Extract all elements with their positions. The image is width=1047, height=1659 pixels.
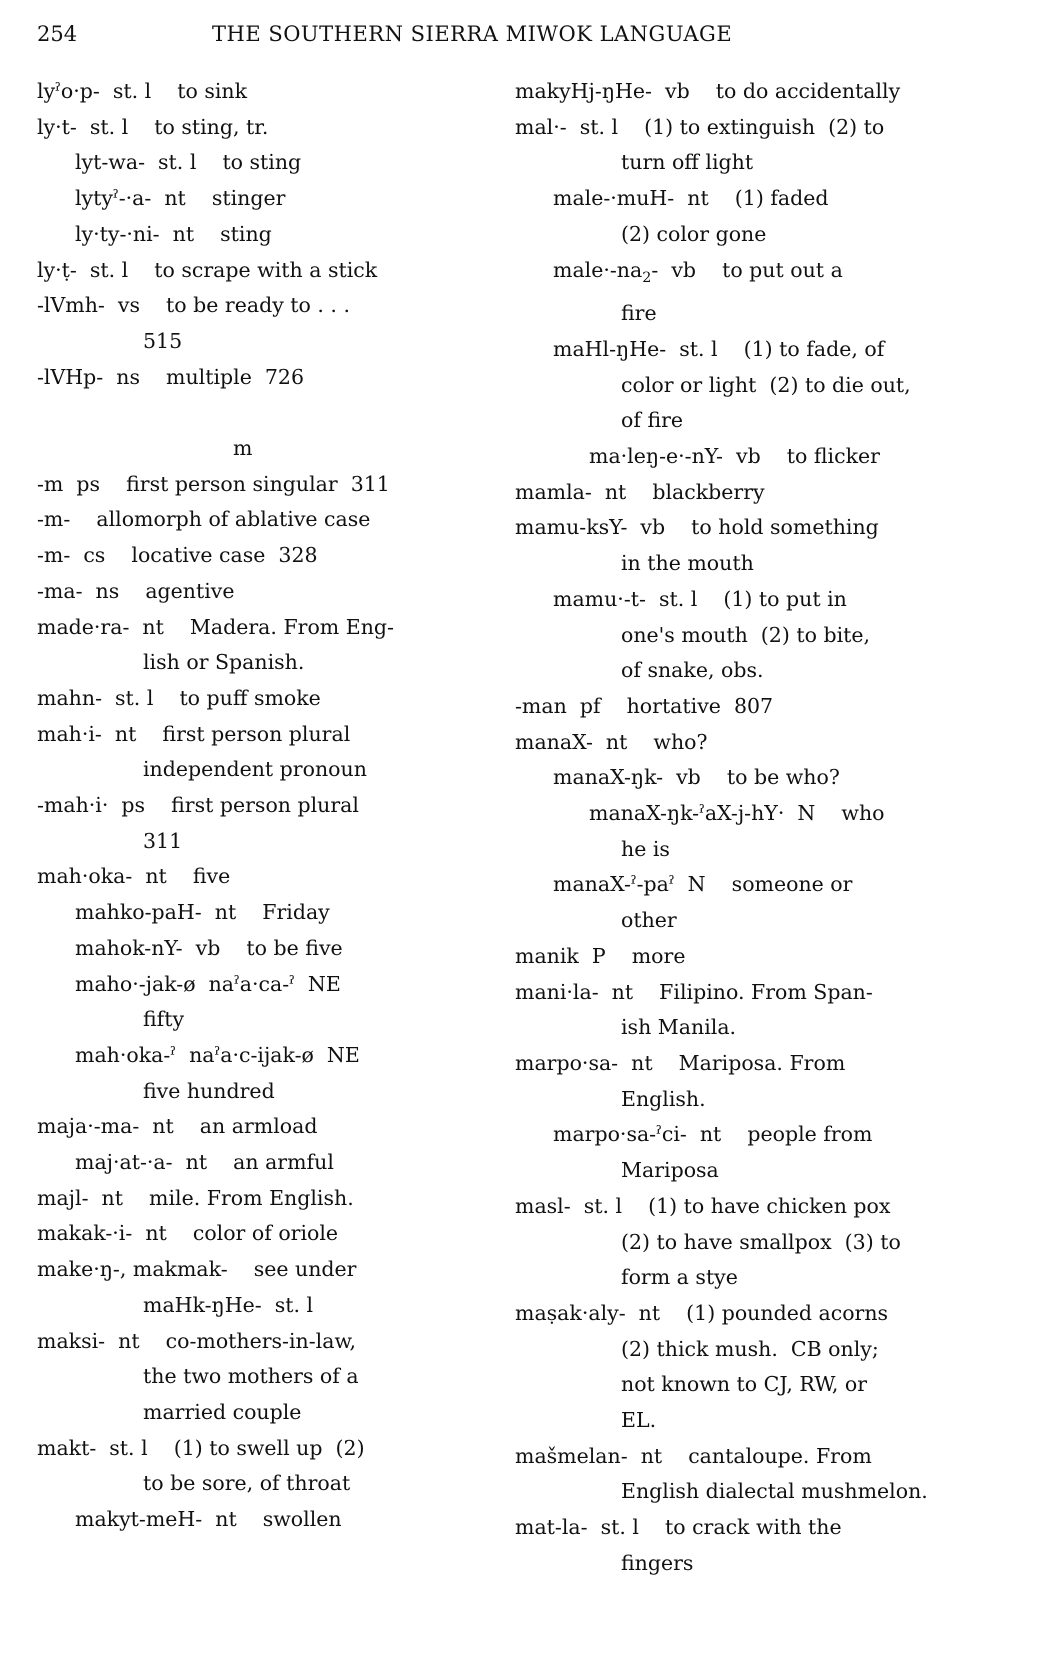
entry-text: - vb to put out a <box>651 257 843 282</box>
dictionary-line: ly·t- st. l to sting, tr. <box>37 114 269 139</box>
dictionary-line: maṣak·aly- nt (1) pounded acorns <box>515 1300 889 1325</box>
dictionary-line: mahok-nY- vb to be five <box>75 935 343 960</box>
left-column <box>37 74 507 1538</box>
dictionary-line: ma·leŋ-e·-nY- vb to flicker <box>589 444 880 469</box>
dictionary-line: mah·oka- nt five <box>37 864 231 889</box>
dictionary-line: male-·muH- nt (1) faded <box>553 186 829 211</box>
dictionary-line: marpo·sa- nt Mariposa. From <box>515 1051 846 1075</box>
dictionary-line: English dialectal mushmelon. <box>621 1479 928 1504</box>
dictionary-line: mahko-paH- nt Friday <box>75 900 330 925</box>
dictionary-line: -m- allomorph of ablative case <box>37 507 371 532</box>
dictionary-line: married couple <box>143 1400 302 1424</box>
dictionary-line: color or light (2) to die out, <box>621 372 911 397</box>
dictionary-line: manaX-ˀ-paˀ N someone or <box>553 872 853 897</box>
dictionary-line: EL. <box>621 1408 657 1433</box>
dictionary-line: maksi- nt co-mothers-in-law, <box>37 1328 357 1353</box>
dictionary-line: lish or Spanish. <box>143 650 305 675</box>
dictionary-line: five hundred <box>143 1078 275 1103</box>
dictionary-line <box>37 395 507 431</box>
dictionary-line: lyt-wa- st. l to sting <box>75 150 302 175</box>
dictionary-line: marpo·sa-ˀci- nt people from <box>553 1122 873 1147</box>
dictionary-line: manaX- nt who? <box>515 729 708 754</box>
dictionary-line: (2) thick mush. CB only; <box>621 1336 879 1361</box>
dictionary-line: mat-la- st. l to crack with the <box>515 1515 842 1540</box>
dictionary-line: turn off light <box>621 150 754 175</box>
dictionary-line: maja·-ma- nt an armload <box>37 1114 318 1139</box>
dictionary-line: mamu·-t- st. l (1) to put in <box>553 586 847 611</box>
dictionary-line: ish Manila. <box>621 1015 737 1040</box>
page-header <box>37 22 997 52</box>
dictionary-line: (2) color gone <box>621 221 767 246</box>
dictionary-line: makyHj-ŋHe- vb to do accidentally <box>515 79 901 103</box>
dictionary-line: mani·la- nt Filipino. From Span- <box>515 979 873 1004</box>
dictionary-line: mah·oka-ˀ naˀa·c-ijak-ø NE <box>75 1042 360 1067</box>
entry-text: male·-na <box>553 257 643 282</box>
dictionary-line: -m- cs locative case 328 <box>37 543 318 568</box>
dictionary-line: (2) to have smallpox (3) to <box>621 1229 901 1254</box>
dictionary-line: masl- st. l (1) to have chicken pox <box>515 1193 891 1218</box>
dictionary-line: make·ŋ-, makmak- see under <box>37 1257 357 1282</box>
dictionary-line: fifty <box>143 1007 185 1032</box>
dictionary-line: -mah·i· ps first person plural <box>37 793 359 818</box>
dictionary-line: made·ra- nt Madera. From Eng- <box>37 614 394 639</box>
dictionary-line: 311 <box>143 828 183 853</box>
dictionary-line: to be sore, of throat <box>143 1471 351 1496</box>
dictionary-line: he is <box>621 836 670 861</box>
dictionary-line: 515 <box>143 328 183 353</box>
dictionary-line: maHl-ŋHe- st. l (1) to fade, of <box>553 336 885 361</box>
dictionary-line: of snake, obs. <box>621 658 764 683</box>
subscript: 2 <box>642 269 652 286</box>
dictionary-line: mah·i- nt first person plural <box>37 721 351 746</box>
dictionary-line: lytyˀ-·a- nt stinger <box>75 186 286 211</box>
dictionary-line: manaX-ŋk- vb to be who? <box>553 765 840 790</box>
dictionary-line: ly·ty-·ni- nt sting <box>75 221 272 246</box>
dictionary-line: Mariposa <box>621 1158 719 1183</box>
dictionary-line: in the mouth <box>621 551 754 576</box>
dictionary-line: English. <box>621 1086 706 1111</box>
page-number: 254 <box>37 22 78 46</box>
dictionary-line: m <box>233 436 253 461</box>
dictionary-line: mal·- st. l (1) to extinguish (2) to <box>515 114 885 139</box>
dictionary-line: the two mothers of a <box>143 1364 359 1389</box>
dictionary-line: makyt-meH- nt swollen <box>75 1507 342 1532</box>
dictionary-line: lyˀo·p- st. l to sink <box>37 79 248 103</box>
dictionary-line: of fire <box>621 408 684 433</box>
dictionary-line: maj·at-·a- nt an armful <box>75 1150 334 1175</box>
dictionary-line: makt- st. l (1) to swell up (2) <box>37 1435 365 1460</box>
dictionary-line: makak-·i- nt color of oriole <box>37 1221 339 1246</box>
dictionary-line: not known to CJ, RW, or <box>621 1372 868 1397</box>
dictionary-line: manik P more <box>515 943 686 968</box>
dictionary-line: form a stye <box>621 1265 738 1290</box>
dictionary-line: -m ps first person singular 311 <box>37 471 390 496</box>
dictionary-line: mamu-ksY- vb to hold something <box>515 515 879 540</box>
dictionary-line: -man pf hortative 807 <box>515 693 774 718</box>
dictionary-line: mamla- nt blackberry <box>515 479 765 504</box>
dictionary-line: fingers <box>621 1550 694 1575</box>
dictionary-line: -lVmh- vs to be ready to . . . <box>37 293 350 318</box>
dictionary-line: fire <box>621 301 657 326</box>
dictionary-line: mahn- st. l to puff smoke <box>37 685 321 710</box>
dictionary-line: one's mouth (2) to bite, <box>621 622 871 647</box>
dictionary-line: majl- nt mile. From English. <box>37 1185 354 1210</box>
dictionary-line: -ma- ns agentive <box>37 578 235 603</box>
dictionary-line: maho·-jak-ø naˀa·ca-ˀ NE <box>75 971 341 996</box>
dictionary-line: other <box>621 908 677 933</box>
running-title: THE SOUTHERN SIERRA MIWOK LANGUAGE <box>212 22 733 46</box>
dictionary-line: maHk-ŋHe- st. l <box>143 1292 314 1317</box>
dictionary-line: ly·ṭ- st. l to scrape with a stick <box>37 257 378 282</box>
dictionary-line: mašmelan- nt cantaloupe. From <box>515 1443 872 1468</box>
right-column <box>515 74 995 1582</box>
dictionary-line <box>515 253 995 297</box>
dictionary-line: independent pronoun <box>143 757 367 782</box>
dictionary-line: manaX-ŋk-ˀaX-j-hY· N who <box>589 801 885 826</box>
dictionary-line: -lVHp- ns multiple 726 <box>37 364 305 389</box>
